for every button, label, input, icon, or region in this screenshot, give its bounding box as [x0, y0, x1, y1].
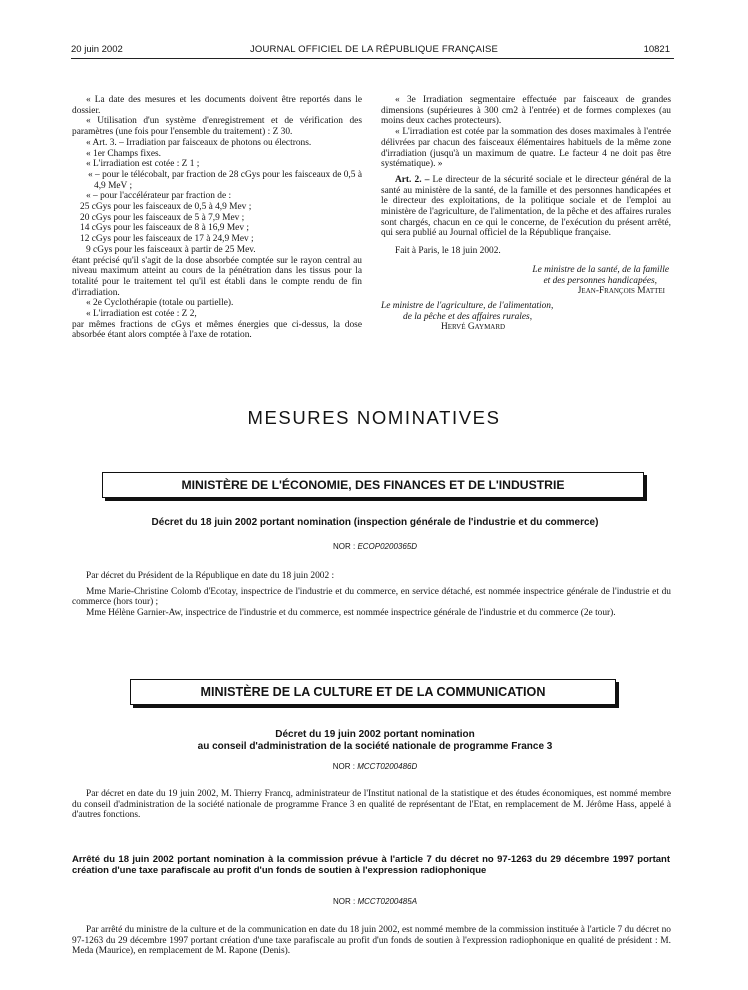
text-paragraph: étant précisé qu'il s'agit de la dose absorbée comptée sur le rayon central au niveau maximum atteint au cours de la pénétration dans les tissus pour la totalité pour le traitement tel qu'il est établi dans le compte rendu de fin d'irradiation.: [72, 255, 362, 298]
text-paragraph: Par décret en date du 19 juin 2002, M. Thierry Francq, administrateur de l'Institut national de la statistique et des études économiques, est nommé membre du conseil d'administration de la société nationale de programme France 3 en qualité de représentant de l'Etat, en remplacement de M. Jérôme Hass, appelé à d'autres fonctions.: [72, 789, 671, 821]
ministry-title: MINISTÈRE DE LA CULTURE ET DE LA COMMUNICATION: [200, 685, 546, 699]
decree-title: [60, 729, 690, 752]
text-paragraph: « La date des mesures et les documents doivent être reportés dans le dossier.: [72, 95, 362, 116]
decree-title: Décret du 18 juin 2002 portant nomination (inspection générale de l'industrie et du commerce): [151, 517, 599, 528]
nor-label: NOR :: [332, 897, 356, 906]
list-item: 20 cGys pour les faisceaux de 5 à 7,9 Mev ;: [80, 212, 245, 223]
text-paragraph: « Art. 3. – Irradiation par faisceaux de photons ou électrons.: [86, 137, 312, 148]
list-item: 14 cGys pour les faisceaux de 8 à 16,9 Mev ;: [80, 223, 249, 234]
arrete-title: Arrêté du 18 juin 2002 portant nomination à la commission prévue à l'article 7 du décret no 97-1263 du 29 décembre 1997 portant création d'une taxe parafiscale au profit d'un fonds de soutien à l'expression radiophonique: [72, 854, 670, 876]
decree-body: [72, 789, 671, 821]
decree-title-line: Décret du 19 juin 2002 portant nomination: [275, 729, 475, 740]
nor-reference: [60, 762, 690, 771]
signatory-name: Hervé Gaymard: [441, 322, 506, 333]
article-2: [381, 175, 671, 239]
nor-label: NOR :: [332, 542, 356, 551]
list-item: 12 cGys pour les faisceaux de 17 à 24,9 Mev ;: [80, 234, 254, 245]
nor-code: MCCT0200486D: [357, 762, 418, 771]
decree-title-line: au conseil d'administration de la société nationale de programme France 3: [197, 740, 553, 752]
text-paragraph: « 3e Irradiation segmentaire effectuée par faisceaux de grandes dimensions (supérieures à 300 cm2 à l'entrée) et de formes complexes (au moins deux caches protecteurs).: [381, 95, 671, 127]
list-item: 25 cGys pour les faisceaux de 0,5 à 4,9 Mev ;: [80, 202, 252, 213]
signatory-title: [381, 265, 671, 276]
nor-reference: [60, 897, 690, 906]
text-paragraph: « – pour l'accélérateur par fraction de :: [86, 191, 232, 202]
signatory-title-line: Le ministre de la santé, de la famille: [532, 264, 669, 275]
section-heading: MESURES NOMINATIVES: [247, 407, 501, 428]
text-paragraph: Mme Marie-Christine Colomb d'Ecotay, inspectrice de l'industrie et du commerce, en service détaché, est nommée inspectrice générale de l'industrie et du commerce (hors tour) ;: [72, 586, 671, 608]
signatory-title: [381, 312, 671, 323]
text-paragraph: « 1er Champs fixes.: [86, 148, 161, 159]
nor-code: ECOP0200365D: [357, 542, 418, 551]
text-paragraph: « L'irradiation est cotée : Z 1 ;: [86, 159, 200, 170]
right-column: [381, 95, 671, 333]
nor-reference: [60, 542, 690, 551]
text-paragraph: Par arrêté du ministre de la culture et de la communication en date du 18 juin 2002, est nommé membre de la commission instituée à l'article 7 du décret no 97-1263 du 29 décembre 1997 portant création d'une taxe parafiscale au profit d'un fonds de soutien à l'expression radiophonique en qualité de président : M. Meda (Maurice), en remplacement de M. Rapone (Denis).: [72, 925, 671, 957]
ministry-box: [130, 679, 616, 705]
signatory-title-line: Le ministre de l'agriculture, de l'alimentation,: [381, 300, 554, 311]
header-date: 20 juin 2002: [71, 44, 123, 55]
signatory-name: Jean-François Mattei: [577, 286, 665, 297]
left-column: [72, 95, 362, 341]
page-number: 10821: [643, 44, 670, 55]
list-item: 9 cGys pour les faisceaux à partir de 25 Mev.: [86, 244, 256, 255]
ministry-title: MINISTÈRE DE L'ÉCONOMIE, DES FINANCES ET DE L'INDUSTRIE: [181, 478, 565, 492]
signature-date: Fait à Paris, le 18 juin 2002.: [395, 246, 501, 257]
signatory-title-line: et des personnes handicapées,: [543, 275, 657, 286]
text-paragraph: « L'irradiation est cotée par la sommation des doses maximales à l'entrée délivrées par chacun des faisceaux élémentaires habituels de la même zone d'irradiation (jusqu'à un maximum de quatre. Le facteur 4 ne doit pas être systématique). »: [381, 127, 671, 170]
decree-body: [72, 571, 671, 618]
journal-title: JOURNAL OFFICIEL DE LA RÉPUBLIQUE FRANÇAISE: [249, 44, 499, 55]
article-label: Art. 2. –: [395, 174, 430, 185]
nor-code: MCCT0200485A: [357, 897, 418, 906]
arrete-body: [72, 925, 671, 957]
article-text: Le directeur de la sécurité sociale et le directeur général de la santé au ministère de la santé, de la famille et des personnes handicapées et le directeur des exploitations, de la politique sociale et de l'emploi au ministère de l'agriculture, de l'alimentation, de la pêche et des affaires rurales sont chargés, chacun en ce qui le concerne, de l'exécution du présent arrêté, qui sera publié au Journal officiel de la République française.: [381, 174, 672, 239]
signatory-title-line: de la pêche et des affaires rurales,: [403, 311, 533, 322]
header-rule: [71, 58, 674, 59]
text-paragraph: par mêmes fractions de cGys et mêmes énergies que ci-dessus, la dose absorbée étant alors comptée à l'axe de rotation.: [72, 319, 362, 341]
text-paragraph: Mme Hélène Garnier-Aw, inspectrice de l'industrie et du commerce, est nommée inspectrice générale de l'industrie et du commerce (2e tour).: [86, 607, 616, 618]
ministry-box: [102, 472, 644, 498]
signatory-title: [381, 301, 671, 312]
text-paragraph: « Utilisation d'un système d'enregistrement et de vérification des paramètres (une fois pour l'ensemble du traitement) : Z 30.: [72, 116, 362, 138]
text-paragraph: « 2e Cyclothérapie (totale ou partielle).: [86, 298, 234, 309]
signatory-title: [381, 276, 671, 287]
text-paragraph: « L'irradiation est cotée : Z 2,: [86, 309, 197, 320]
text-paragraph: « – pour le télécobalt, par fraction de 28 cGys pour les faisceaux de 0,5 à 4,9 MeV ;: [88, 169, 362, 191]
nor-label: NOR :: [332, 762, 355, 771]
text-paragraph: Par décret du Président de la République en date du 18 juin 2002 :: [86, 571, 335, 581]
